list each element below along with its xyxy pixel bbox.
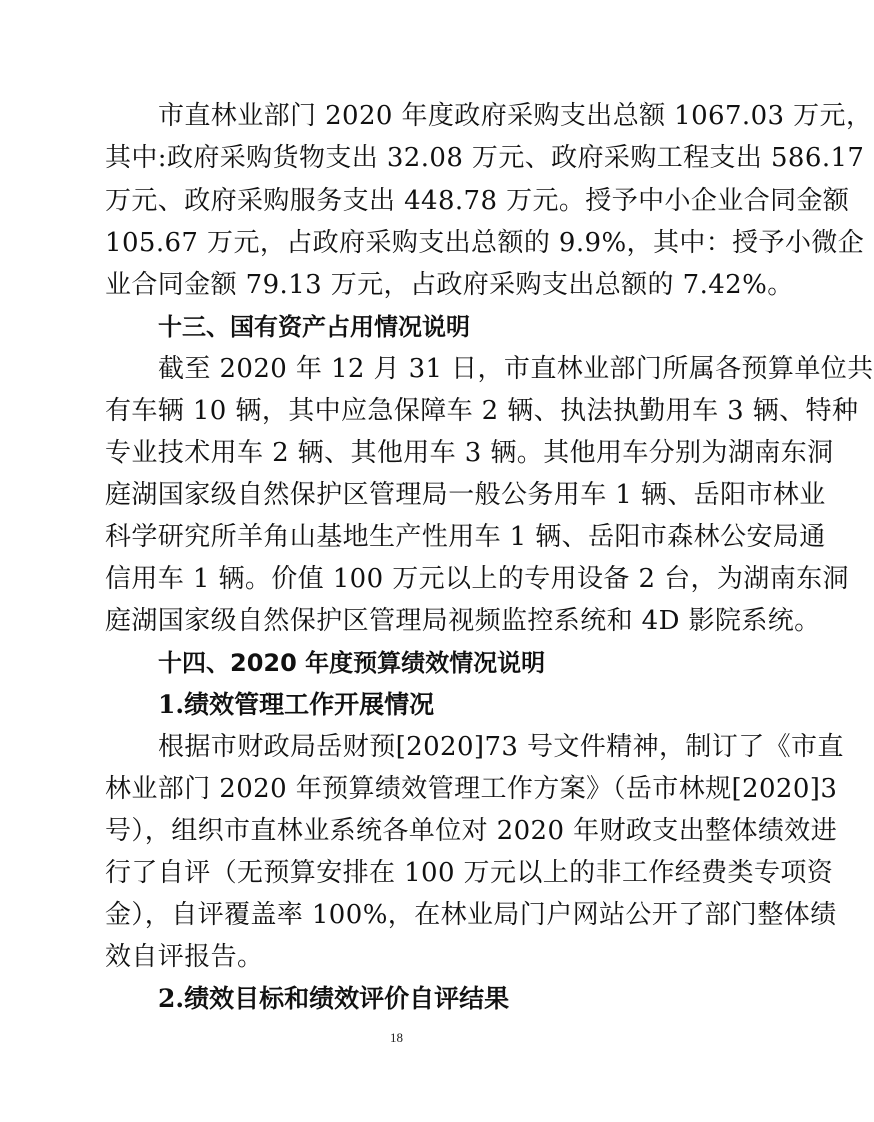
paragraph-line: 根据市财政局岳财预[2020]73 号文件精神，制订了《市直	[158, 732, 844, 762]
section-13-heading: 十三、国有资产占用情况说明	[158, 313, 470, 341]
paragraph-line: 市直林业部门 2020 年度政府采购支出总额 1067.03 万元，	[158, 101, 873, 131]
paragraph-line: 金），自评覆盖率 100%，在林业局门户网站公开了部门整体绩	[105, 900, 837, 930]
paragraph-line: 庭湖国家级自然保护区管理局一般公务用车 1 辆、岳阳市林业	[105, 480, 826, 510]
paragraph-line: 有车辆 10 辆，其中应急保障车 2 辆、执法执勤用车 3 辆、特种	[105, 396, 859, 426]
paragraph-line: 效自评报告。	[105, 942, 264, 972]
paragraph-line: 万元、政府采购服务支出 448.78 万元。授予中小企业合同金额	[105, 186, 850, 216]
paragraph-line: 专业技术用车 2 辆、其他用车 3 辆。其他用车分别为湖南东洞	[105, 438, 834, 468]
paragraph-line: 号），组织市直林业系统各单位对 2020 年财政支出整体绩效进	[105, 816, 838, 846]
paragraph-line: 105.67 万元，占政府采购支出总额的 9.9%，其中：授予小微企	[105, 228, 865, 258]
paragraph-line: 截至 2020 年 12 月 31 日，市直林业部门所属各预算单位共	[158, 354, 874, 384]
paragraph-line: 信用车 1 辆。价值 100 万元以上的专用设备 2 台，为湖南东洞	[105, 564, 849, 594]
subsection-1-heading: 1.绩效管理工作开展情况	[158, 690, 435, 719]
section-14-heading: 十四、2020 年度预算绩效情况说明	[158, 649, 546, 677]
page-number: 18	[390, 1030, 403, 1045]
paragraph-line: 其中:政府采购货物支出 32.08 万元、政府采购工程支出 586.17	[105, 143, 865, 173]
subsection-2-heading: 2.绩效目标和绩效评价自评结果	[158, 984, 510, 1013]
paragraph-line: 科学研究所羊角山基地生产性用车 1 辆、岳阳市森林公安局通	[105, 522, 826, 552]
paragraph-line: 业合同金额 79.13 万元，占政府采购支出总额的 7.42%。	[105, 270, 794, 300]
paragraph-line: 林业部门 2020 年预算绩效管理工作方案》（岳市林规[2020]3	[105, 774, 838, 804]
paragraph-line: 庭湖国家级自然保护区管理局视频监控系统和 4D 影院系统。	[105, 606, 821, 636]
paragraph-line: 行了自评（无预算安排在 100 万元以上的非工作经费类专项资	[105, 858, 834, 888]
